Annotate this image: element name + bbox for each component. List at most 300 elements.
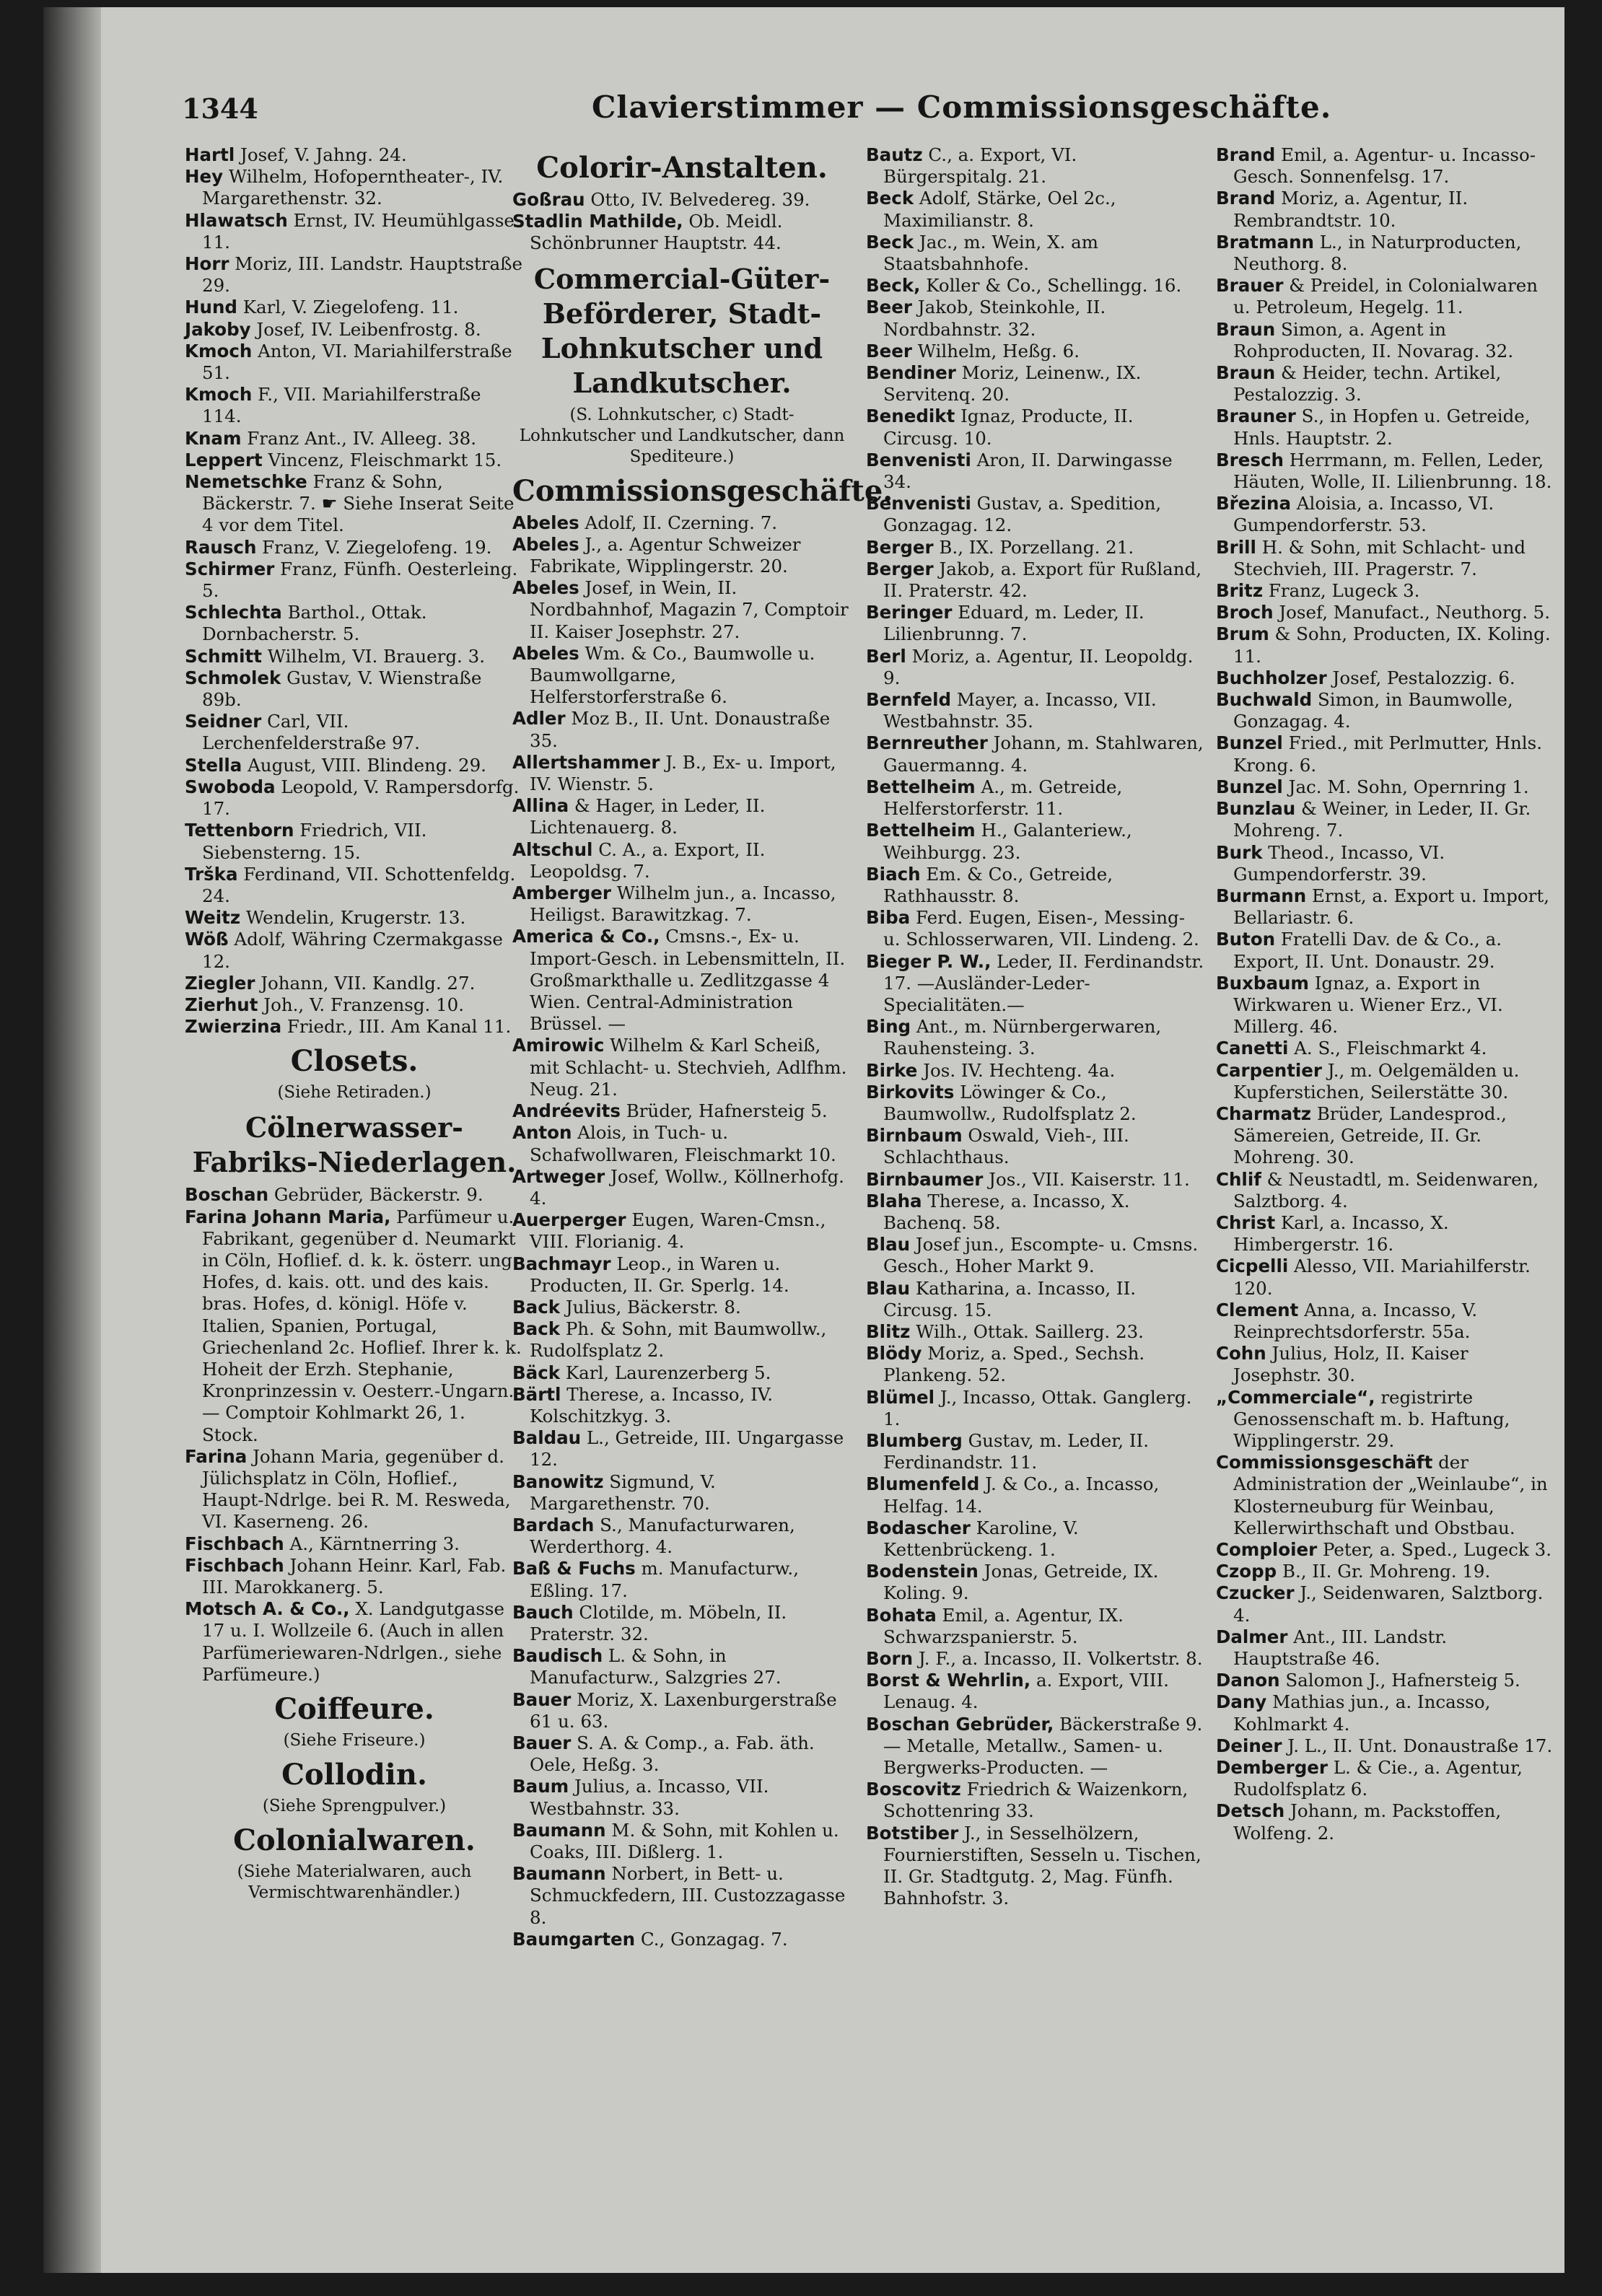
entry-details: Karl, a. Incasso, X. Himbergerstr. 16. <box>1233 1211 1449 1256</box>
directory-entry <box>1216 1800 1555 1844</box>
entry-details: Moriz, III. Landstr. Hauptstraße 29. <box>202 253 523 297</box>
entry-name: Wöß <box>185 929 229 950</box>
entry-name: Charmatz <box>1216 1103 1312 1124</box>
entry-details: Ferd. Eugen, Eisen-, Messing- u. Schlosserwaren, VII. Lindeng. 2. <box>883 907 1199 950</box>
entry-name: Allertshammer <box>512 751 660 773</box>
entry-details: Alesso, VII. Mariahilferstr. 120. <box>1233 1256 1531 1299</box>
entry-name: Dalmer <box>1216 1626 1288 1647</box>
entry-details: Cmsns.-, Ex- u. Import-Gesch. in Lebensmitteln, II. Großmarkthalle u. Zedlitzgasse 4 Wien. Central-Administration Brüssel. — <box>530 926 846 1035</box>
entry-name: Hey <box>185 166 224 188</box>
directory-entry <box>1216 1539 1555 1561</box>
entry-details: Eduard, m. Leder, II. Lilienbrunng. 7. <box>883 602 1144 645</box>
entry-details: Johann, VII. Kandlg. 27. <box>255 972 476 994</box>
entry-details: A., Kärntnerring 3. <box>284 1533 460 1554</box>
cross-reference-note: (Siehe Friseure.) <box>283 1731 426 1750</box>
directory-entry <box>1216 776 1555 798</box>
entry-details: & Preidel, in Colonialwaren u. Petroleum, Hegelg. 11. <box>1233 275 1538 318</box>
entry-name: Bardach <box>512 1514 595 1535</box>
entry-name: Ziegler <box>185 972 255 994</box>
entry-name: Brand <box>1216 188 1276 209</box>
entry-name: Detsch <box>1216 1800 1285 1822</box>
entry-details: Simon, in Baumwolle, Gonzagag. 4. <box>1233 689 1513 732</box>
entry-name: Beer <box>866 340 912 362</box>
directory-entry <box>866 1605 1205 1648</box>
entry-details: August, VIII. Blindeng. 29. <box>242 754 486 776</box>
directory-entry <box>185 537 524 558</box>
directory-entry <box>185 384 524 427</box>
directory-entry <box>1216 537 1555 580</box>
entry-details: Moriz, Leinenw., IX. Servitenq. 20. <box>883 362 1142 406</box>
entry-details: J., a. Agentur Schweizer Fabrikate, Wipplingerstr. 20. <box>530 533 801 577</box>
entry-details: Friedr., III. Am Kanal 11. <box>281 1016 512 1038</box>
entry-details: Jakob, a. Export für Rußland, II. Praterstr. 42. <box>883 558 1202 602</box>
entry-details: Herrmann, m. Fellen, Leder, Häuten, Wolle, II. Lilienbrunng. 18. <box>1233 449 1552 493</box>
directory-entry <box>512 882 852 926</box>
directory-entry <box>1216 319 1555 362</box>
directory-entry <box>512 1820 852 1863</box>
entry-details: Parfümeur u. Fabrikant, gegenüber d. Neumarkt in Cöln, Hoflief. d. k. k. österr. ung. Hofes, d. kais. ott. und des kais. bras. Hofes, d. königl. Höfe v. Italien, Spanien, Portugal, Griechenland 2c. Hoflief. Ihrer k. k. Hoheit der Erzh. Stephanie, Kronprinzessin v. Oesterr.-Ungarn. — Comptoir Kohlmarkt 26, 1. Stock. <box>202 1206 522 1445</box>
entry-details: Aron, II. Darwingasse 34. <box>883 449 1173 493</box>
directory-entry <box>1216 602 1555 623</box>
entry-name: Seidner <box>185 711 262 732</box>
directory-entry <box>866 646 1205 689</box>
entry-name: Biba <box>866 907 911 929</box>
entry-details: Julius, Holz, II. Kaiser Josephstr. 30. <box>1233 1343 1468 1386</box>
entry-details: H., Galanteriew., Weihburgg. 23. <box>883 820 1132 863</box>
entry-name: Banowitz <box>512 1471 604 1492</box>
directory-entry <box>185 1016 524 1038</box>
directory-entry <box>866 232 1205 275</box>
entry-details: Franz & Sohn, Bäckerstr. 7. ☛ Siehe Inserat Seite 4 vor dem Titel. <box>202 471 515 536</box>
directory-entry <box>512 708 852 751</box>
entry-name: Back <box>512 1296 561 1318</box>
entry-details: Josef, V. Jahng. 24. <box>235 144 407 165</box>
entry-details: & Sohn, Producten, IX. Koling. 11. <box>1233 623 1551 667</box>
entry-name: Bodenstein <box>866 1561 979 1582</box>
entry-details: Therese, a. Incasso, IV. Kolschitzkyg. 3. <box>530 1383 773 1427</box>
entry-details: Josef, Manufact., Neuthorg. 5. <box>1273 602 1551 623</box>
directory-entry <box>866 1714 1205 1779</box>
entry-details: A. S., Fleischmarkt 4. <box>1288 1038 1487 1059</box>
section-heading: Closets. <box>290 1044 419 1079</box>
section-heading: Colorir-Anstalten. <box>536 151 828 185</box>
entry-details: L., Getreide, III. Ungargasse 12. <box>530 1427 844 1471</box>
entry-details: A., m. Getreide, Helferstorferstr. 11. <box>883 776 1123 820</box>
entry-name: Bodascher <box>866 1517 971 1538</box>
entry-name: Demberger <box>1216 1757 1328 1779</box>
entry-details: Ferdinand, VII. Schottenfeldg. 24. <box>202 863 516 906</box>
entry-details: M. & Sohn, mit Kohlen u. Coaks, III. Dißlerg. 1. <box>530 1819 839 1862</box>
entry-name: Baumgarten <box>512 1928 636 1950</box>
entry-name: Buchholzer <box>1216 667 1327 688</box>
directory-entry <box>185 1533 524 1555</box>
directory-entry <box>512 1732 852 1776</box>
entry-name: Beringer <box>866 602 953 623</box>
directory-entry <box>185 711 524 754</box>
entry-details: X. Landgutgasse 17 u. I. Wollzeile 6. (Auch in allen Parfümeriewaren-Ndrlgen., siehe Parfümeure.) <box>202 1598 504 1685</box>
entry-details: Oswald, Vieh-, III. Schlachthaus. <box>883 1125 1129 1168</box>
entry-details: Gustav, a. Spedition, Gonzagag. 12. <box>883 493 1162 536</box>
directory-entry <box>512 926 852 1035</box>
directory-entry <box>512 643 852 709</box>
section-heading: Commercial-Güter-Beförderer, Stadt-Lohnkutscher und Landkutscher. <box>533 262 831 399</box>
directory-entry <box>185 646 524 667</box>
entry-name: Blitz <box>866 1320 911 1342</box>
entry-name: Czopp <box>1216 1561 1277 1582</box>
directory-entry <box>866 1517 1205 1561</box>
entry-name: Blau <box>866 1277 911 1299</box>
entry-name: Biach <box>866 863 921 885</box>
directory-entry <box>1216 188 1555 231</box>
entry-details: Johann, m. Packstoffen, Wolfeng. 2. <box>1233 1800 1502 1844</box>
cross-reference-note: (Siehe Materialwaren, auch Vermischtwarenhändler.) <box>237 1862 472 1902</box>
entry-details: der Administration der „Weinlaube“, in Klosterneuburg für Weinbau, Kellerwirthschaft und Obstbau. <box>1233 1452 1548 1538</box>
directory-entry <box>1216 1343 1555 1386</box>
entry-name: Brand <box>1216 144 1276 165</box>
directory-entry <box>1216 144 1555 188</box>
entry-details: Franz Ant., IV. Alleeg. 38. <box>241 427 477 449</box>
directory-entry <box>185 1598 524 1686</box>
directory-entry <box>866 1016 1205 1059</box>
entry-name: Brauner <box>1216 406 1296 427</box>
directory-entry <box>512 1471 852 1515</box>
entry-name: Braun <box>1216 362 1276 384</box>
directory-entry <box>866 1823 1205 1910</box>
entry-details: & Heider, techn. Artikel, Pestalozzig. 3. <box>1233 362 1502 406</box>
entry-details: Moz B., II. Unt. Donaustraße 35. <box>530 708 831 751</box>
directory-entry <box>866 602 1205 645</box>
entry-name: Bauer <box>512 1688 572 1710</box>
directory-entry <box>866 275 1205 297</box>
directory-entry <box>1216 1691 1555 1735</box>
directory-entry <box>1216 1626 1555 1670</box>
entry-details: Emil, a. Agentur- u. Incasso-Gesch. Sonnenfelsg. 17. <box>1233 144 1536 188</box>
entry-name: Bärtl <box>512 1383 561 1405</box>
entry-details: Friedrich, VII. Siebensterng. 15. <box>202 820 427 863</box>
entry-name: Leppert <box>185 449 263 470</box>
directory-entry <box>866 297 1205 340</box>
directory-entry <box>512 1209 852 1253</box>
directory-entry <box>1216 623 1555 667</box>
directory-entry <box>1216 1103 1555 1169</box>
directory-entry <box>1216 1582 1555 1626</box>
directory-entry <box>1216 667 1555 689</box>
entry-details: Clotilde, m. Möbeln, II. Praterstr. 32. <box>530 1601 787 1644</box>
entry-details: Moriz, a. Agentur, II. Leopoldg. 9. <box>883 645 1194 688</box>
directory-entry <box>866 1343 1205 1386</box>
directory-entry <box>866 1125 1205 1168</box>
entry-name: Bauch <box>512 1601 574 1623</box>
entry-details: Ob. Meidl. Schönbrunner Hauptstr. 44. <box>530 211 783 254</box>
entry-name: Bunzel <box>1216 776 1283 797</box>
directory-entry <box>866 820 1205 863</box>
entry-name: Burk <box>1216 841 1263 863</box>
entry-details: J. B., Ex- u. Import, IV. Wienstr. 5. <box>530 751 836 795</box>
entry-details: C., Gonzagag. 7. <box>635 1928 788 1950</box>
entry-details: C. A., a. Export, II. Leopoldsg. 7. <box>530 838 766 882</box>
entry-name: Nemetschke <box>185 471 307 493</box>
entry-details: Jac., m. Wein, X. am Staatsbahnhofe. <box>883 231 1098 275</box>
entry-details: Brüder, Landesprod., Sämereien, Getreide, II. Gr. Mohreng. 30. <box>1233 1103 1507 1168</box>
entry-details: Josef, Wollw., Köllnerhofg. 4. <box>530 1165 844 1209</box>
entry-details: Fratelli Dav. de & Co., a. Export, II. Unt. Donaustr. 29. <box>1233 929 1502 972</box>
directory-entry <box>1216 580 1555 602</box>
directory-entry <box>866 1060 1205 1082</box>
entry-details: a. Export, VIII. Lenaug. 4. <box>883 1670 1169 1713</box>
entry-details: Otto, IV. Belvedereg. 39. <box>585 189 810 210</box>
entry-name: Botstiber <box>866 1822 959 1844</box>
entry-details: S., Manufacturwaren, Werderthorg. 4. <box>530 1514 795 1558</box>
directory-entry <box>512 211 852 254</box>
entry-details: J. F., a. Incasso, II. Volkertstr. 8. <box>913 1648 1203 1670</box>
entry-name: Bettelheim <box>866 820 976 841</box>
directory-entry <box>512 1929 852 1950</box>
entry-name: Back <box>512 1318 561 1340</box>
entry-name: Buton <box>1216 929 1276 950</box>
entry-name: Auerperger <box>512 1209 626 1231</box>
entry-name: Buxbaum <box>1216 972 1309 994</box>
entry-name: Farina Johann Maria, <box>185 1206 391 1227</box>
entry-name: Goßrau <box>512 189 585 210</box>
entry-name: Kmoch <box>185 340 253 362</box>
directory-entry <box>866 776 1205 820</box>
directory-entry <box>512 1122 852 1165</box>
entry-name: Benvenisti <box>866 449 971 470</box>
entry-name: Baumann <box>512 1819 606 1841</box>
directory-entry <box>185 558 524 602</box>
directory-entry <box>866 732 1205 776</box>
directory-entry <box>866 1779 1205 1822</box>
entry-details: J., in Sesselhölzern, Fournierstiften, Sesseln u. Tischen, II. Gr. Stadtgutg. 2, Mag. Fünfh. Bahnhofstr. 3. <box>883 1822 1202 1909</box>
entry-name: Abeles <box>512 533 579 555</box>
directory-entry <box>185 755 524 776</box>
directory-entry <box>1216 1256 1555 1299</box>
entry-details: Wm. & Co., Baumwolle u. Baumwollgarne, Helferstorferstraße 6. <box>530 642 815 708</box>
section-heading: Collodin. <box>281 1758 427 1792</box>
entry-name: Stella <box>185 754 242 776</box>
entry-details: Wendelin, Krugerstr. 13. <box>240 907 466 929</box>
directory-entry <box>512 1776 852 1819</box>
entry-name: Beck <box>866 188 914 209</box>
directory-entry <box>1216 406 1555 449</box>
entry-name: Bettelheim <box>866 776 976 797</box>
directory-entry <box>866 1321 1205 1343</box>
entry-details: Franz, V. Ziegelofeng. 19. <box>256 536 492 558</box>
entry-name: Amirowic <box>512 1035 605 1056</box>
entry-name: „Commerciale“, <box>1216 1386 1375 1408</box>
entry-details: Gustav, m. Leder, II. Ferdinandstr. 11. <box>883 1429 1149 1473</box>
entry-name: Baldau <box>512 1427 582 1449</box>
cross-reference-note: (Siehe Retiraden.) <box>277 1083 432 1103</box>
entry-details: Vincenz, Fleischmarkt 15. <box>262 449 502 470</box>
entry-details: F., VII. Mariahilferstraße 114. <box>202 384 481 427</box>
directory-entry <box>1216 1561 1555 1582</box>
entry-name: Schmitt <box>185 645 262 667</box>
directory-entry <box>1216 973 1555 1038</box>
directory-entry <box>512 1427 852 1471</box>
entry-name: Bauer <box>512 1732 572 1753</box>
entry-details: Leop., in Waren u. Producten, II. Gr. Sperlg. 14. <box>530 1253 789 1296</box>
entry-name: Bernreuther <box>866 732 988 754</box>
entry-name: Baudisch <box>512 1645 603 1667</box>
entry-name: Anton <box>512 1122 572 1144</box>
directory-entry <box>512 189 852 211</box>
directory-entry <box>1216 493 1555 536</box>
directory-entry <box>866 406 1205 449</box>
directory-entry <box>512 839 852 882</box>
entry-details: L., in Naturproducten, Neuthorg. 8. <box>1233 231 1522 275</box>
entry-details: Joh., V. Franzensg. 10. <box>258 994 465 1015</box>
entry-name: Kmoch <box>185 384 253 406</box>
directory-entry <box>1216 1060 1555 1103</box>
entry-details: J., Incasso, Ottak. Ganglerg. 1. <box>883 1386 1192 1429</box>
entry-name: Blumenfeld <box>866 1473 980 1495</box>
entry-name: Bautz <box>866 144 923 165</box>
entry-name: Carpentier <box>1216 1059 1322 1081</box>
directory-entry <box>866 1234 1205 1277</box>
entry-name: Canetti <box>1216 1038 1289 1059</box>
entry-details: Anna, a. Incasso, V. Reinprechtsdorferstr. 55a. <box>1233 1299 1478 1342</box>
entry-name: Bieger P. W., <box>866 950 992 972</box>
entry-name: Schmolek <box>185 667 281 688</box>
entry-name: Bing <box>866 1016 911 1038</box>
entry-details: S., in Hopfen u. Getreide, Hnls. Hauptstr. 2. <box>1233 406 1531 449</box>
entry-details: Julius, Bäckerstr. 8. <box>560 1296 741 1318</box>
entry-details: Ernst, a. Export u. Import, Bellariastr. 6. <box>1233 885 1550 929</box>
entry-name: Horr <box>185 253 229 275</box>
directory-entry <box>1216 1735 1555 1757</box>
directory-entry <box>512 752 852 795</box>
entry-details: Karl, Laurenzerberg 5. <box>560 1362 771 1383</box>
entry-name: Clement <box>1216 1299 1299 1320</box>
directory-entry <box>1216 842 1555 885</box>
directory-entry <box>866 689 1205 732</box>
directory-entry <box>185 907 524 929</box>
entry-name: Knam <box>185 427 242 449</box>
entry-name: Jakoby <box>185 318 251 340</box>
directory-entry <box>512 795 852 838</box>
directory-entry <box>1216 798 1555 841</box>
directory-entry <box>866 1561 1205 1604</box>
directory-entry <box>866 1169 1205 1191</box>
directory-entry <box>1216 232 1555 275</box>
directory-entry <box>866 341 1205 362</box>
entry-name: Birnbaumer <box>866 1168 984 1190</box>
entry-name: Swoboda <box>185 776 276 797</box>
directory-entry <box>512 1645 852 1688</box>
entry-details: Ignaz, a. Export in Wirkwaren u. Wiener Erz., VI. Millerg. 46. <box>1233 972 1503 1038</box>
entry-details: Moriz, a. Agentur, II. Rembrandtstr. 10. <box>1233 188 1468 231</box>
entry-details: Therese, a. Incasso, X. Bachenq. 58. <box>883 1190 1130 1233</box>
entry-name: Benvenisti <box>866 493 971 514</box>
entry-name: America & Co., <box>512 926 660 947</box>
directory-entry <box>1216 689 1555 732</box>
entry-name: Motsch A. & Co., <box>185 1598 350 1620</box>
directory-entry <box>512 1515 852 1558</box>
directory-entry <box>866 1430 1205 1473</box>
entry-name: Czucker <box>1216 1582 1295 1604</box>
entry-name: Rausch <box>185 536 257 558</box>
entry-name: Blau <box>866 1234 911 1256</box>
directory-entry <box>866 1278 1205 1321</box>
directory-entry <box>185 210 524 253</box>
entry-name: Tettenborn <box>185 820 294 841</box>
directory-entry <box>185 667 524 711</box>
entry-name: Bendiner <box>866 362 956 384</box>
directory-entry <box>185 1446 524 1533</box>
directory-entry <box>1216 275 1555 318</box>
directory-entry <box>185 297 524 318</box>
entry-name: Birnbaum <box>866 1125 963 1147</box>
entry-name: Beck, <box>866 275 921 297</box>
directory-entry <box>1216 1169 1555 1212</box>
directory-entry <box>1216 1300 1555 1343</box>
entry-details: Salomon J., Hafnersteig 5. <box>1279 1670 1520 1691</box>
entry-details: Josef, in Wein, II. Nordbahnhof, Magazin 7, Comptoir II. Kaiser Josephstr. 27. <box>530 577 849 642</box>
directory-entry <box>512 1558 852 1601</box>
entry-details: S. A. & Comp., a. Fab. äth. Oele, Heßg. 3. <box>530 1732 815 1776</box>
entry-name: Weitz <box>185 907 241 929</box>
section-heading: Cölnerwasser-Fabriks-Niederlagen. <box>192 1111 517 1179</box>
entry-details: Julius, a. Incasso, VII. Westbahnstr. 33. <box>530 1776 769 1819</box>
entry-details: Franz, Fünfh. Oesterleing. 5. <box>202 558 518 602</box>
entry-details: Norbert, in Bett- u. Schmuckfedern, III. Custozzagasse 8. <box>530 1863 846 1928</box>
directory-entry <box>185 1206 524 1446</box>
directory-entry <box>512 1689 852 1732</box>
column-4 <box>1216 144 1555 1844</box>
entry-name: Beer <box>866 297 912 318</box>
directory-entry <box>512 1297 852 1318</box>
entry-details: Johann, m. Stahlwaren, Gauermanng. 4. <box>883 732 1204 776</box>
entry-name: Brill <box>1216 536 1256 558</box>
entry-details: Karl, V. Ziegelofeng. 11. <box>237 297 459 318</box>
entry-details: Aloisia, a. Incasso, VI. Gumpendorferstr. 53. <box>1233 493 1494 536</box>
directory-entry <box>1216 1038 1555 1059</box>
entry-name: Bernfeld <box>866 689 952 711</box>
directory-entry <box>185 144 524 166</box>
entry-details: Gustav, V. Wienstraße 89b. <box>202 667 482 711</box>
entry-name: Boscovitz <box>866 1779 961 1800</box>
entry-name: Abeles <box>512 512 579 533</box>
section-heading: Colonialwaren. <box>233 1823 476 1857</box>
entry-details: Moriz, a. Sped., Sechsh. Plankeng. 52. <box>883 1343 1145 1386</box>
entry-name: Born <box>866 1648 914 1670</box>
entry-details: Moriz, X. Laxenburgerstraße 61 u. 63. <box>530 1688 837 1732</box>
directory-entry <box>512 1384 852 1427</box>
entry-name: Fischbach <box>185 1554 284 1576</box>
column-1 <box>185 144 524 1911</box>
directory-entry <box>866 493 1205 536</box>
entry-name: Burmann <box>1216 885 1307 906</box>
entry-details: Löwinger & Co., Baumwollw., Rudolfsplatz 2. <box>883 1081 1137 1124</box>
entry-details: Ph. & Sohn, mit Baumwollw., Rudolfsplatz 2. <box>530 1318 827 1362</box>
entry-name: Cohn <box>1216 1343 1266 1364</box>
entry-name: Birke <box>866 1059 918 1081</box>
directory-entry <box>185 319 524 341</box>
entry-name: Fischbach <box>185 1533 284 1554</box>
entry-name: Cicpelli <box>1216 1256 1289 1277</box>
directory-entry <box>1216 1452 1555 1539</box>
entry-details: Josef jun., Escompte- u. Cmsns. Gesch., Hoher Markt 9. <box>883 1234 1199 1277</box>
entry-name: Birkovits <box>866 1081 955 1103</box>
directory-entry <box>1216 450 1555 493</box>
entry-name: Schlechta <box>185 602 282 623</box>
entry-details: Franz, Lugeck 3. <box>1263 580 1420 602</box>
entry-name: Buchwald <box>1216 689 1313 711</box>
entry-name: Berger <box>866 558 934 579</box>
entry-name: Beck <box>866 231 914 253</box>
entry-name: Abeles <box>512 577 579 599</box>
